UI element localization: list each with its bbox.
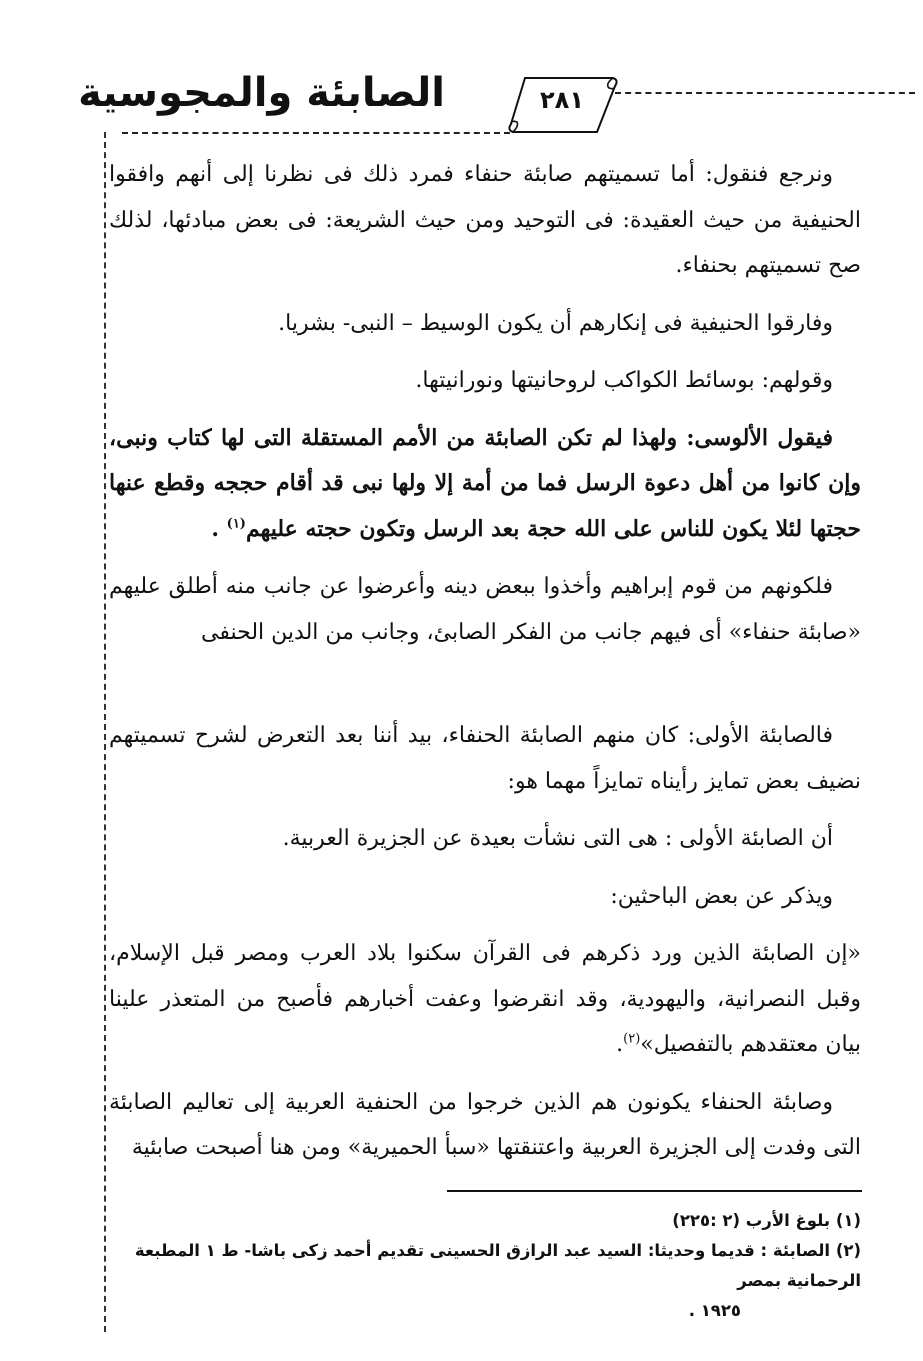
footnote-ref-1: (١) bbox=[226, 516, 246, 532]
header-rule-right bbox=[615, 92, 915, 94]
paragraph: فالصابئة الأولى: كان منهم الصابئة الحنفاء، بيد أننا بعد التعرض لشرح تسميتهم نضيف بعض تمايز رأيناه تمايزاً مهما هو: bbox=[109, 723, 861, 794]
page-number-scroll bbox=[505, 70, 620, 140]
footnote-1: (١) بلوغ الأرب (٢ :٢٢٥) bbox=[672, 1211, 861, 1230]
paragraph: أن الصابئة الأولى : هى التى نشأت بعيدة عن الجزيرة العربية. bbox=[282, 826, 833, 851]
period: . bbox=[616, 1032, 624, 1057]
footnote-separator bbox=[447, 1190, 862, 1192]
quote-paragraph bbox=[109, 416, 861, 553]
margin-rule bbox=[104, 132, 106, 1332]
footnote-2-continued: ١٩٢٥ . bbox=[688, 1301, 741, 1320]
quote-text: «إن الصابئة الذين ورد ذكرهم فى القرآن سكنوا بلاد العرب ومصر قبل الإسلام، وقبل النصرانية، واليهودية، وقد انقرضوا وعفت أخبارهم فأصبح من المتعذر علينا بيان معتقدهم بالتفصيل» bbox=[109, 941, 861, 1057]
paragraph: وصابئة الحنفاء يكونون هم الذين خرجوا من الحنفية العربية إلى تعاليم الصابئة التى وفدت إلى الجزيرة العربية واعتنقتها «سبأ الحميرية» ومن هنا أصبحت صابئية bbox=[109, 1089, 861, 1160]
footnote-ref-2: (٢) bbox=[623, 1031, 641, 1047]
paragraph: ونرجع فنقول: أما تسميتهم صابئة حنفاء فمرد ذلك فى نظرنا إلى أنهم وافقوا الحنيفية من حيث العقيدة: فى التوحيد ومن حيث الشريعة: فى بعض مبادئها، لذلك صح تسميتهم بحنفاء. bbox=[109, 162, 861, 278]
paragraph: وقولهم: بوسائط الكواكب لروحانيتها ونورانيتها. bbox=[415, 368, 833, 393]
quote-paragraph bbox=[109, 931, 861, 1068]
page-number: ٢٨١ bbox=[540, 86, 584, 114]
paragraph: ويذكر عن بعض الباحثين: bbox=[610, 883, 833, 909]
header-rule-left bbox=[122, 132, 510, 134]
paragraph: فلكونهم من قوم إبراهيم وأخذوا ببعض دينه وأعرضوا عن جانب منه أطلق عليهم «صابئة حنفاء» أى فيهم جانب من الفكر الصابئ، وجانب من الدين الحنفى bbox=[109, 574, 861, 645]
footnote-2: (٢) الصابئة : قديما وحديثا: السيد عبد الرازق الحسينى تقديم أحمد زكى باشا- ط ١ المطبعة الرحمانية بمصر bbox=[134, 1241, 861, 1290]
page-header-title: الصابئة والمجوسية bbox=[78, 70, 445, 116]
footnotes bbox=[109, 1206, 861, 1326]
paragraph: وفارقوا الحنيفية فى إنكارهم أن يكون الوسيط – النبى- بشريا. bbox=[278, 310, 833, 336]
quote-text: فيقول الألوسى: ولهذا لم تكن الصابئة من الأمم المستقلة التى لها كتاب ونبى، وإن كانوا من أهل دعوة الرسل فما من أمة إلا ولها نبى قد أقام حججه وقطع عنها حجتها لئلا يكون للناس على الله حجة بعد الرسل وتكون حجته عليهم bbox=[109, 424, 861, 542]
period: . bbox=[211, 515, 219, 542]
main-text bbox=[109, 152, 861, 1171]
